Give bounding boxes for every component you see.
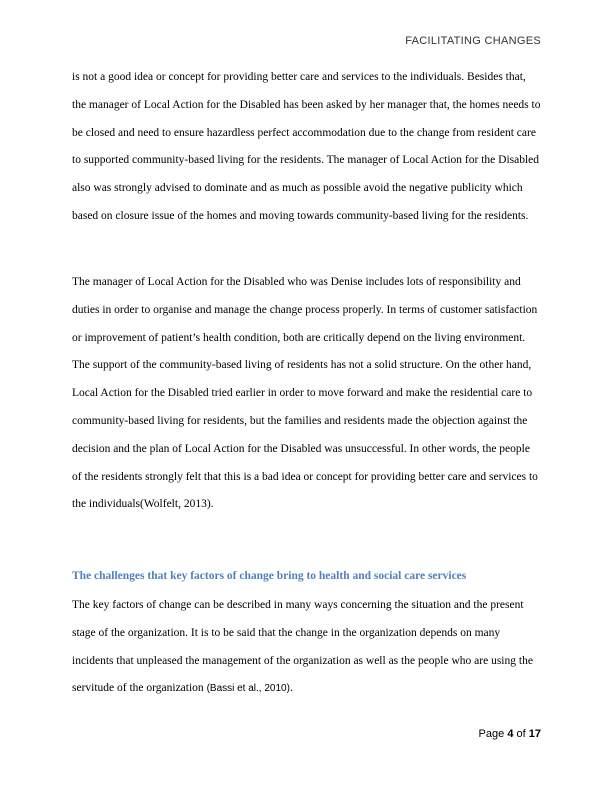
of-word: of [516,728,526,740]
page-number [479,728,541,740]
paragraph-1: is not a good idea or concept for providing better care and services to the individuals. Besides that, the manager of Local Action for the Disabled has been asked by her manager that, the homes needs to be closed and need to ensure hazardless perfect accommodation due to the change from resident care to supported community-based living for the residents. The manager of Local Action for the Disabled also was strongly advised to dominate and as much as possible avoid the negative publicity which based on closure issue of the homes and moving towards community-based living for the residents. [72,71,541,222]
citation-bassi: (Bassi et al., 2010) [206,683,290,695]
page-total: 17 [528,728,541,740]
paragraph-2: The manager of Local Action for the Disabled who was Denise includes lots of responsibility and duties in order to organise and manage the change process properly. In terms of customer satisfaction or improvement of patient’s health condition, both are critically depend on the living environment. The support of the community-based living of residents has not a solid structure. On the other hand, Local Action for the Disabled tried earlier in order to move forward and make the residential care to community-based living for residents, but the families and residents made the objection against the decision and the plan of Local Action for the Disabled was unsuccessful. In other words, the people of the residents strongly felt that this is a bad idea or concept for providing better care and services to the individuals(Wolfelt, 2013). [72,276,538,511]
paragraph-3 [72,592,542,703]
page-word: Page [478,728,505,740]
section-heading: The challenges that key factors of change bring to health and social care services [72,570,467,582]
paragraph-3-end: . [289,682,293,695]
page-current: 4 [507,728,514,740]
running-header: FACILITATING CHANGES [405,35,541,47]
paragraph-3-text: The key factors of change can be described in many ways concerning the situation and the present stage of the organization. It is to be said that the change in the organization depends on many incidents that unpleased the management of the organization as well as the people who are using the servitude of the organization [72,599,533,695]
